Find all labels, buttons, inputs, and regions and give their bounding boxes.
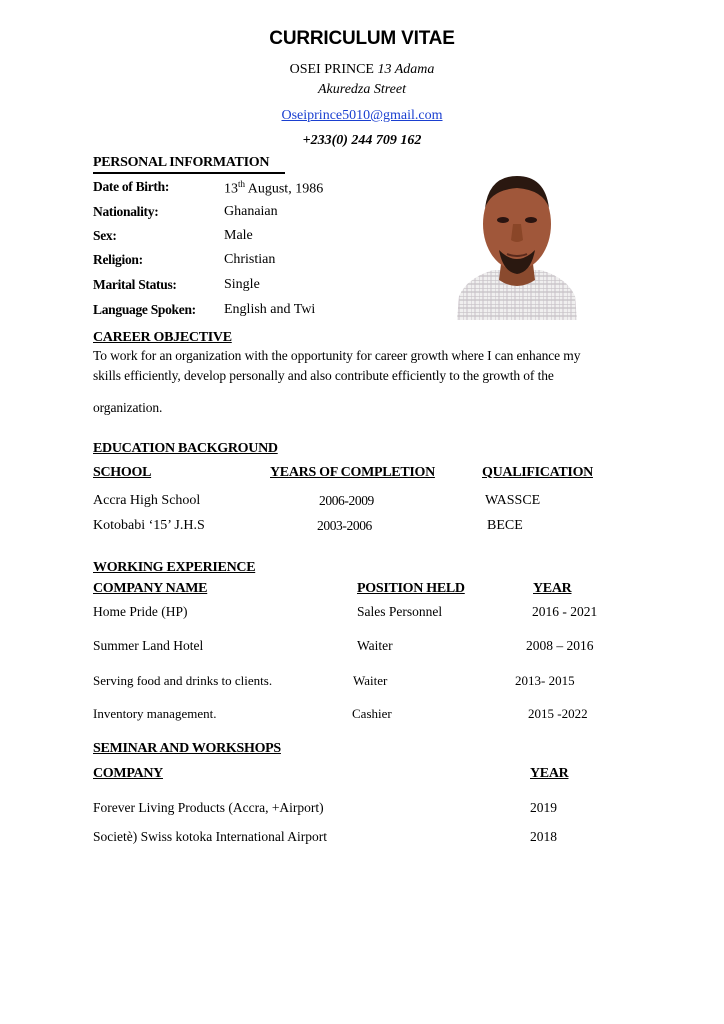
education-school: Kotobabi ‘15’ J.H.S bbox=[93, 518, 205, 533]
religion-value: Christian bbox=[224, 252, 276, 267]
work-col-year: YEAR bbox=[533, 581, 572, 596]
portrait-photo bbox=[455, 168, 579, 320]
portrait-photo-icon bbox=[455, 168, 579, 320]
work-company: Inventory management. bbox=[93, 706, 217, 721]
work-col-position: POSITION HELD bbox=[357, 581, 465, 596]
education-school: Accra High School bbox=[93, 493, 201, 508]
education-years: 2006-2009 bbox=[319, 493, 374, 508]
applicant-name: OSEI PRINCE bbox=[289, 62, 374, 77]
work-heading: WORKING EXPERIENCE bbox=[93, 560, 256, 575]
work-position: Waiter bbox=[353, 673, 388, 688]
phone-number: +233(0) 244 709 162 bbox=[302, 133, 422, 148]
education-col-school: SCHOOL bbox=[93, 465, 152, 480]
seminars-col-year: YEAR bbox=[530, 766, 569, 781]
seminar-year: 2018 bbox=[530, 829, 557, 844]
name-address-line bbox=[0, 62, 724, 78]
seminars-heading: SEMINAR AND WORKSHOPS bbox=[93, 741, 281, 756]
career-objective-line-3: organization. bbox=[93, 400, 163, 415]
work-year: 2013- 2015 bbox=[515, 673, 575, 688]
career-objective-line-2: skills efficiently, develop personally and also contribute efficiently to the growth of the bbox=[93, 368, 554, 383]
email-line bbox=[0, 108, 724, 124]
sex-value: Male bbox=[224, 228, 253, 243]
work-year: 2016 - 2021 bbox=[532, 604, 598, 619]
work-position: Cashier bbox=[352, 706, 392, 721]
education-col-years: YEARS OF COMPLETION bbox=[270, 465, 435, 480]
seminar-company: Forever Living Products (Accra, +Airport) bbox=[93, 800, 324, 815]
seminars-col-company: COMPANY bbox=[93, 766, 163, 781]
dob-label: Date of Birth: bbox=[93, 179, 170, 194]
language-label: Language Spoken: bbox=[93, 302, 196, 317]
heading-rule bbox=[93, 172, 285, 174]
career-objective-line-1: To work for an organization with the opportunity for career growth where I can enhance my bbox=[93, 348, 581, 363]
work-company: Serving food and drinks to clients. bbox=[93, 673, 273, 688]
work-year: 2008 – 2016 bbox=[526, 638, 594, 653]
work-position: Sales Personnel bbox=[357, 604, 443, 619]
address-line-2: Akuredza Street bbox=[318, 82, 406, 97]
address-line-1: 13 Adama bbox=[377, 62, 435, 77]
dob-value: 13th August, 1986 bbox=[224, 179, 324, 197]
work-col-company: COMPANY NAME bbox=[93, 581, 208, 596]
work-company: Summer Land Hotel bbox=[93, 638, 204, 653]
work-company: Home Pride (HP) bbox=[93, 604, 188, 619]
marital-status-value: Single bbox=[224, 277, 260, 292]
nationality-label: Nationality: bbox=[93, 204, 159, 219]
work-position: Waiter bbox=[357, 638, 393, 653]
education-qualification: BECE bbox=[487, 518, 523, 533]
nationality-value: Ghanaian bbox=[224, 204, 278, 219]
personal-info-heading: PERSONAL INFORMATION bbox=[93, 155, 270, 170]
sex-label: Sex: bbox=[93, 228, 117, 243]
document-title: CURRICULUM VITAE bbox=[269, 28, 455, 49]
education-years: 2003-2006 bbox=[317, 518, 372, 533]
work-year: 2015 -2022 bbox=[528, 706, 588, 721]
career-objective-heading: CAREER OBJECTIVE bbox=[93, 330, 232, 345]
seminar-company: Societè) Swiss kotoka International Airport bbox=[93, 829, 327, 844]
marital-status-label: Marital Status: bbox=[93, 277, 177, 292]
email-link[interactable]: Oseiprince5010@gmail.com bbox=[281, 108, 443, 123]
education-col-qualification: QUALIFICATION bbox=[482, 465, 593, 480]
religion-label: Religion: bbox=[93, 252, 143, 267]
language-value: English and Twi bbox=[224, 302, 316, 317]
education-heading: EDUCATION BACKGROUND bbox=[93, 441, 278, 456]
education-qualification: WASSCE bbox=[485, 493, 541, 508]
seminar-year: 2019 bbox=[530, 800, 557, 815]
